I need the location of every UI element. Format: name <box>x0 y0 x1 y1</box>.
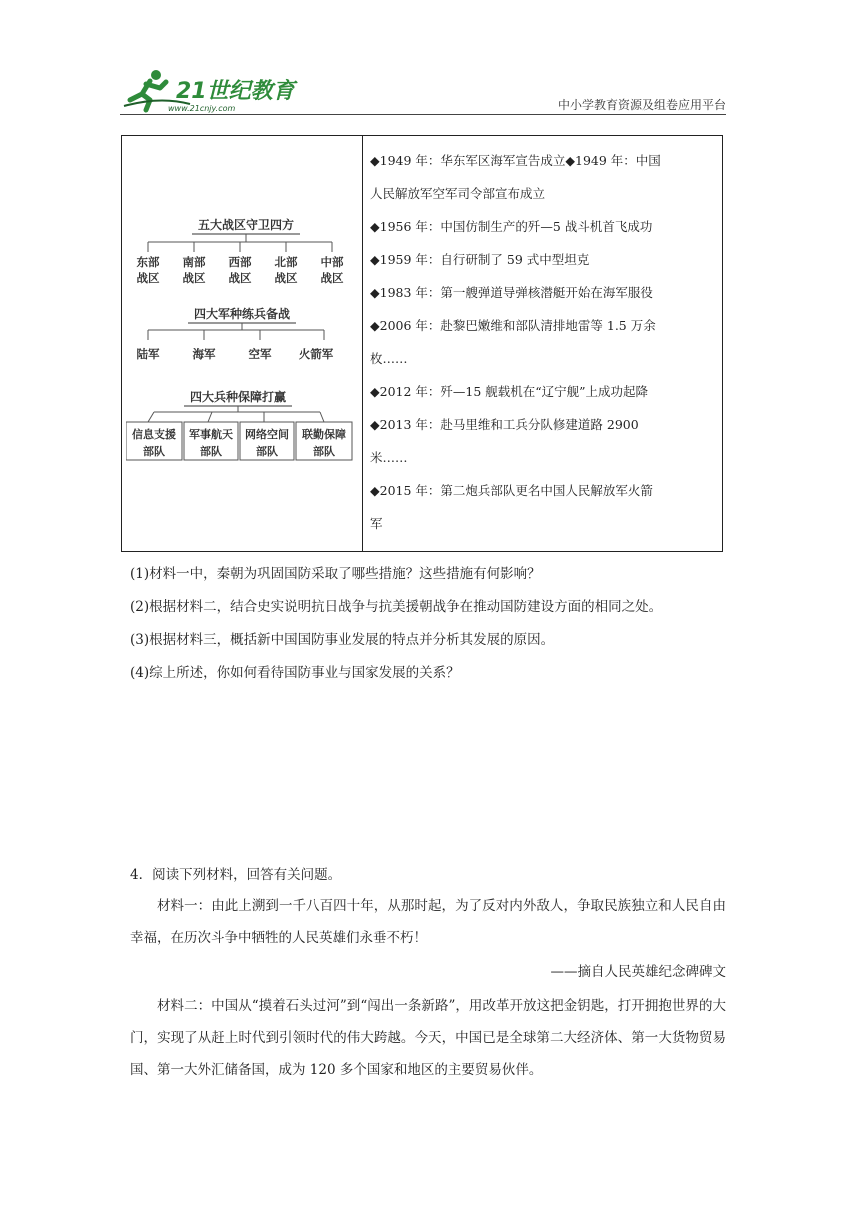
branch-label: 部队 <box>143 445 165 458</box>
question-list <box>130 558 662 690</box>
zone-label: 西部 <box>228 255 252 269</box>
event-line: 米…… <box>370 450 408 465</box>
event-line: ◆1956 年：中国仿制生产的歼—5 战斗机首飞成功 <box>370 219 653 234</box>
material-two-text: 材料二：中国从“摸着石头过河”到“闯出一条新路”，用改革开放这把金钥匙，打开拥抱世界的大门，实现了从赶上时代到引领时代的伟大跨越。今天，中国已是全球第二大经济体、第一大货物贸易国、第一大外汇储备国，成为 120 多个国家和地区的主要贸易伙伴。 <box>130 998 726 1078</box>
service-label: 陆军 <box>136 347 160 361</box>
branch-label: 军事航天 <box>189 428 233 441</box>
zone-label: 战区 <box>320 271 344 285</box>
event-line: 枚…… <box>370 351 408 366</box>
material-one-citation: ——摘自人民英雄纪念碑碑文 <box>550 964 726 980</box>
event-line: ◆1959 年：自行研制了 59 式中型坦克 <box>370 252 590 267</box>
zone-label: 战区 <box>274 271 298 285</box>
branch-label: 部队 <box>256 445 278 458</box>
zone-label: 北部 <box>274 255 298 269</box>
question-item: (3)根据材料三，概括新中国国防事业发展的特点并分析其发展的原因。 <box>130 632 555 648</box>
event-line: 军 <box>370 516 383 531</box>
logo-text: 21世纪教育 <box>176 79 295 104</box>
zone-label: 中部 <box>320 255 344 269</box>
platform-name: 中小学教育资源及组卷应用平台 <box>557 98 726 112</box>
diagram-title-services: 四大军种练兵备战 <box>193 307 291 321</box>
zone-label: 东部 <box>136 255 160 269</box>
event-line: ◆2006 年：赴黎巴嫩维和部队清排地雷等 1.5 万余 <box>370 318 656 333</box>
header-rule <box>120 114 726 115</box>
military-structure-diagram <box>126 206 358 536</box>
service-label: 海军 <box>192 347 216 361</box>
event-line: ◆2015 年：第二炮兵部队更名中国人民解放军火箭 <box>370 483 653 498</box>
page-header <box>120 66 726 114</box>
question-item: (4)综上所述，你如何看待国防事业与国家发展的关系？ <box>130 665 460 681</box>
zone-label: 战区 <box>182 271 206 285</box>
zone-label: 南部 <box>182 255 206 269</box>
branch-label: 信息支援 <box>132 428 176 441</box>
event-line: ◆2013 年：赴马里维和工兵分队修建道路 2900 <box>370 417 639 432</box>
event-line: 人民解放军空军司令部宣布成立 <box>370 186 546 201</box>
service-label: 火箭军 <box>298 347 334 361</box>
branch-label: 联勤保障 <box>302 428 346 441</box>
question-4-prompt: 4．阅读下列材料，回答有关问题。 <box>130 867 342 883</box>
event-line: ◆1983 年：第一艘弹道导弹核潜艇开始在海军服役 <box>370 285 653 300</box>
question-item: (2)根据材料二，结合史实说明抗日战争与抗美援朝战争在推动国防建设方面的相同之处。 <box>130 599 663 615</box>
material-one-text: 材料一：由此上溯到一千八百四十年，从那时起，为了反对内外敌人，争取民族独立和人民自由幸福，在历次斗争中牺牲的人民英雄们永垂不朽！ <box>130 898 726 946</box>
diagram-title-branches: 四大兵种保障打赢 <box>189 390 287 404</box>
service-label: 空军 <box>248 347 272 361</box>
branch-label: 网络空间 <box>245 428 289 441</box>
logo-21cnjy <box>120 66 300 114</box>
table-column-divider <box>362 136 363 551</box>
zone-label: 战区 <box>136 271 160 285</box>
diagram-title-zones: 五大战区守卫四方 <box>197 218 295 232</box>
events-list <box>370 144 716 540</box>
branch-label: 部队 <box>313 445 335 458</box>
branch-label: 部队 <box>200 445 222 458</box>
material-three-table <box>121 135 723 552</box>
event-line: ◆1949 年：华东军区海军宣告成立◆1949 年：中国 <box>370 153 661 168</box>
question-item: (1)材料一中，秦朝为巩固国防采取了哪些措施？这些措施有何影响？ <box>130 566 541 582</box>
zone-label: 战区 <box>228 271 252 285</box>
logo-url: www.21cnjy.com <box>168 104 236 113</box>
event-line: ◆2012 年：歼—15 舰载机在“辽宁舰”上成功起降 <box>370 384 649 399</box>
